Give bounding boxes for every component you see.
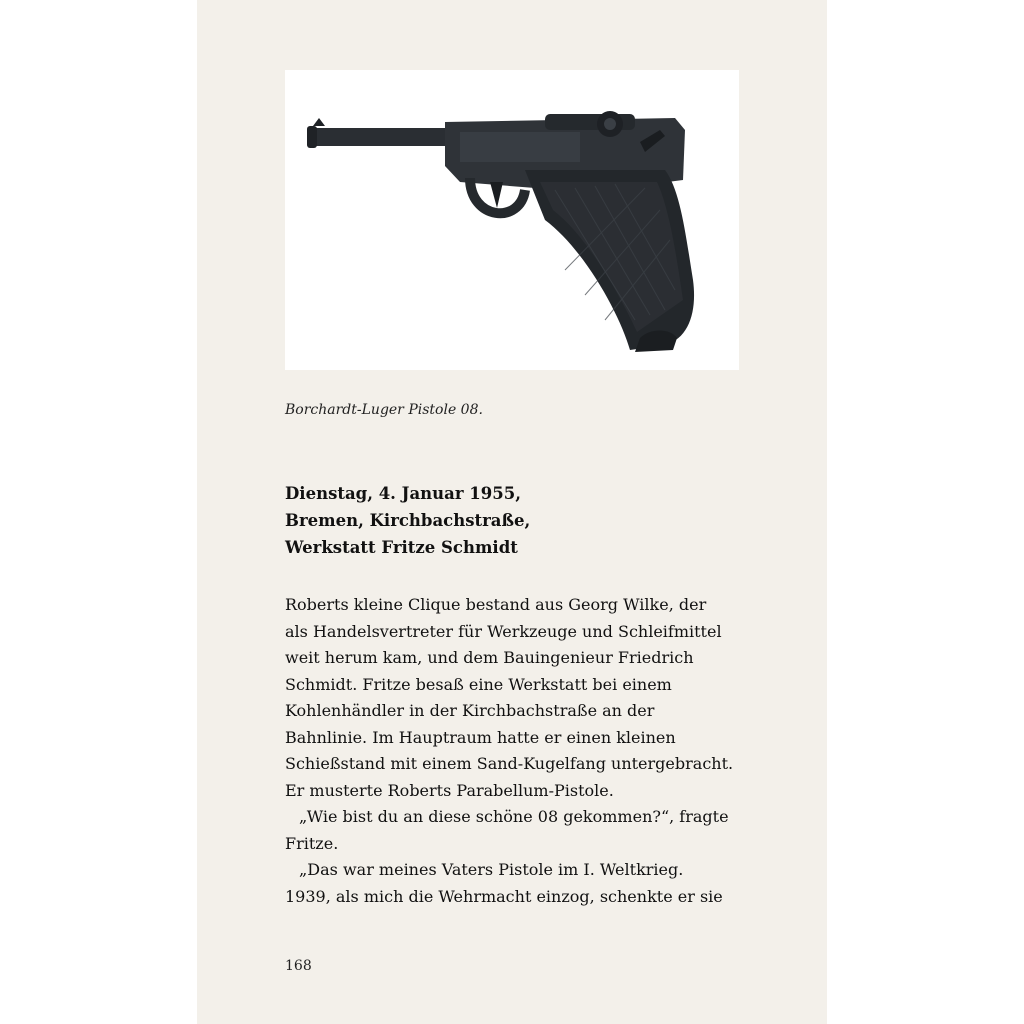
body-line: „Wie bist du an diese schöne 08 gekommen?“, fragte — [299, 807, 729, 826]
body-text — [285, 592, 755, 910]
pistol-photo — [285, 70, 739, 370]
heading-line: Dienstag, 4. Januar 1955, — [285, 484, 521, 503]
page-number: 168 — [285, 958, 312, 974]
body-line: Roberts kleine Clique bestand aus Georg Wilke, der — [285, 595, 707, 614]
section-heading — [285, 480, 530, 561]
body-line: Er musterte Roberts Parabellum-Pistole. — [285, 780, 614, 800]
body-line: weit herum kam, und dem Bauingenieur Friedrich — [285, 648, 694, 667]
heading-line: Werkstatt Fritze Schmidt — [285, 538, 518, 557]
body-line: Schießstand mit einem Sand-Kugelfang untergebracht. — [285, 754, 734, 773]
book-page — [197, 0, 827, 1024]
body-line: als Handelsvertreter für Werkzeuge und Schleifmittel — [285, 621, 722, 641]
body-line: Kohlenhändler in der Kirchbachstraße an der — [285, 701, 655, 720]
body-line: 1939, als mich die Wehrmacht einzog, schenkte er sie — [285, 886, 723, 906]
figure-caption: Borchardt-Luger Pistole 08. — [285, 402, 483, 418]
heading-line: Bremen, Kirchbachstraße, — [285, 511, 531, 530]
body-line: Schmidt. Fritze besaß eine Werkstatt bei einem — [285, 674, 672, 694]
body-line: Fritze. — [285, 833, 339, 853]
body-line: „Das war meines Vaters Pistole im I. Weltkrieg. — [299, 860, 684, 879]
body-line: Bahnlinie. Im Hauptraum hatte er einen kleinen — [285, 727, 676, 747]
